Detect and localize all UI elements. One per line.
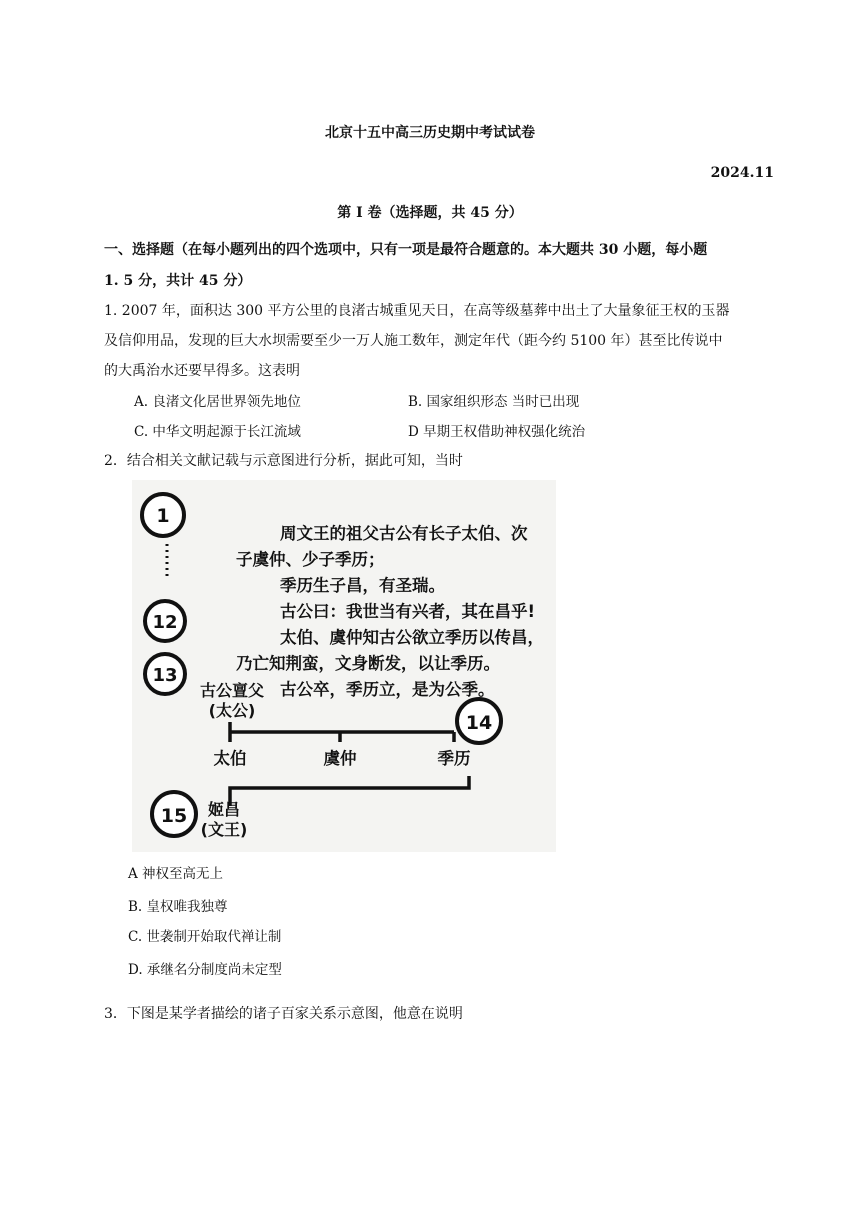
q1-option-c: C. 中华文明起源于长江流域 — [134, 424, 301, 440]
svg-text:1: 1 — [156, 505, 170, 527]
generation-circle-12 — [145, 601, 185, 641]
son-label-jili: 季历 — [437, 749, 471, 768]
q3-stem: 3．下图是某学者描绘的诸子百家关系示意图，他意在说明 — [104, 1006, 463, 1022]
svg-text:季历生子昌，有圣瑞。: 季历生子昌，有圣瑞。 — [280, 576, 445, 595]
generation-circle-14 — [457, 699, 501, 743]
q1-stem-line2: 及信仰用品，发现的巨大水坝需要至少一万人施工数年，测定年代（距今约 5100 年）甚至比传说中 — [104, 333, 723, 349]
exam-title: 北京十五中高三历史期中考试试卷 — [325, 125, 535, 141]
q1-stem-line3: 的大禹治水还要早得多。这表明 — [104, 363, 300, 379]
historical-text-block — [236, 523, 544, 700]
q1-option-b: B. 国家组织形态 当时已出现 — [408, 394, 580, 410]
part1-heading-line1: 一、选择题（在每小题列出的四个选项中，只有一项是最符合题意的。本大题共 30 小题，每小题 — [104, 242, 708, 258]
svg-text:周文王的祖父古公有长子太伯、次: 周文王的祖父古公有长子太伯、次 — [280, 524, 528, 543]
genealogy-figure — [132, 480, 556, 852]
svg-text:乃亡知荆蛮，文身断发，以让季历。: 乃亡知荆蛮，文身断发，以让季历。 — [236, 654, 500, 673]
q2-option-a: A 神权至高无上 — [128, 866, 224, 882]
section-heading: 第 I 卷（选择题，共 45 分） — [337, 205, 523, 221]
jichang-sublabel: (文王) — [200, 820, 248, 839]
q2-option-b: B. 皇权唯我独尊 — [128, 899, 228, 915]
svg-text:子虞仲、少子季历；: 子虞仲、少子季历； — [236, 550, 385, 569]
jichang-label: 姬昌 — [207, 800, 241, 819]
svg-text:14: 14 — [465, 712, 493, 734]
gugong-label: 古公亶父 — [199, 681, 265, 700]
q2-option-d: D. 承继名分制度尚未定型 — [128, 962, 282, 978]
son-label-taibo: 太伯 — [213, 749, 247, 768]
gugong-sublabel: (太公) — [208, 701, 256, 720]
svg-text:古公曰：我世当有兴者，其在昌乎!: 古公曰：我世当有兴者，其在昌乎! — [280, 602, 536, 621]
part1-heading-line2: 1. 5 分，共计 45 分） — [104, 273, 252, 289]
q2-option-c: C. 世袭制开始取代禅让制 — [128, 929, 282, 945]
son-label-yuzhong: 虞仲 — [323, 749, 357, 768]
svg-text:15: 15 — [160, 805, 188, 827]
generation-circle-13 — [145, 654, 185, 694]
svg-text:古公卒，季历立，是为公季。: 古公卒，季历立，是为公季。 — [280, 680, 495, 699]
q1-option-d: D 早期王权借助神权强化统治 — [408, 424, 586, 440]
q2-stem: 2．结合相关文献记载与示意图进行分析，据此可知，当时 — [104, 453, 463, 469]
svg-text:13: 13 — [152, 665, 178, 686]
exam-date: 2024.11 — [710, 165, 774, 181]
q1-option-a: A. 良渚文化居世界领先地位 — [134, 394, 301, 410]
svg-text:12: 12 — [152, 612, 178, 633]
q1-stem-line1: 1. 2007 年，面积达 300 平方公里的良渚古城重见天日，在高等级墓葬中出土了大量象征王权的玉器 — [104, 303, 730, 319]
svg-text:太伯、虞仲知古公欲立季历以传昌，: 太伯、虞仲知古公欲立季历以传昌， — [280, 628, 544, 647]
generation-circle-1 — [142, 494, 184, 536]
generation-circle-15 — [152, 792, 196, 836]
